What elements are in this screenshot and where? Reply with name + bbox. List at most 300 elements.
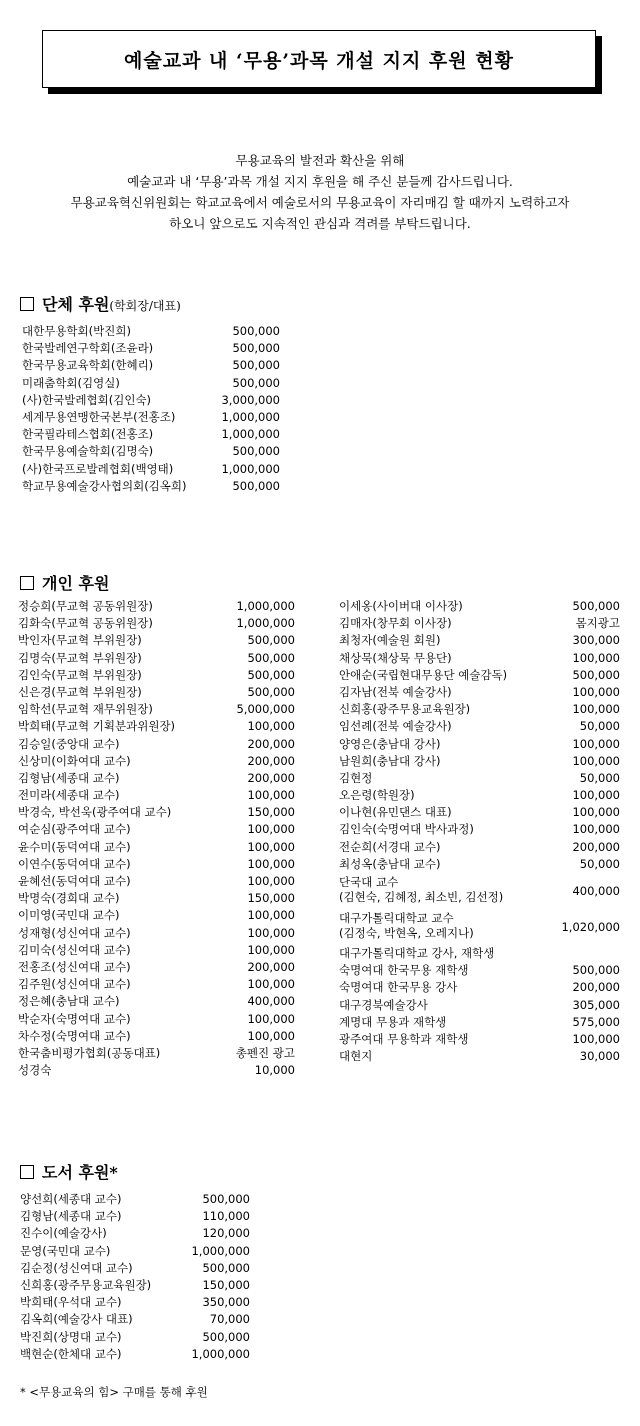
donor-name-line: 전미라(세종대 교수) <box>18 788 120 803</box>
donor-amount: 1,000,000 <box>236 599 295 613</box>
donor-name-line: 전순희(서경대 교수) <box>339 839 441 854</box>
donor-name-line: 박진희(상명대 교수) <box>20 1329 122 1344</box>
donor-name <box>18 907 120 924</box>
donor-name <box>18 1011 131 1028</box>
donor-amount: 10,000 <box>254 1063 295 1078</box>
donor-name-line: 신은경(무교혁 부위원장) <box>18 684 142 699</box>
donor-row <box>18 753 295 770</box>
donor-name-line: 세계무용연맹한국본부(전홍조) <box>22 409 176 424</box>
donor-name <box>339 911 474 941</box>
donor-row <box>18 615 295 632</box>
donor-name-line: 윤혜선(동덕여대 교수) <box>18 874 131 888</box>
intro-line: 예술교과 내 ‘무용’과목 개설 지지 후원을 해 주신 분들께 감사드립니다. <box>127 174 513 189</box>
donor-name-line: 양선희(세종대 교수) <box>20 1192 122 1206</box>
donor-name-line: 대현지 <box>339 1049 373 1064</box>
donor-row <box>18 701 295 718</box>
donor-name <box>18 839 131 856</box>
donor-amount: 500,000 <box>247 650 295 665</box>
donor-name <box>22 323 131 340</box>
donor-name <box>339 945 494 962</box>
donor-amount: 300,000 <box>572 633 620 648</box>
donor-name <box>339 1014 446 1031</box>
donor-row <box>22 478 280 495</box>
donor-row <box>18 598 295 615</box>
donor-row <box>22 323 280 340</box>
personal-donor-list-right <box>339 598 620 1065</box>
donor-name-line: 박순자(숙명여대 교수) <box>18 1011 131 1026</box>
donor-name-line: 전홍조(성신여대 교수) <box>18 959 131 974</box>
donor-name-line: 김화숙(무교혁 공동위원장) <box>18 616 153 631</box>
donor-row <box>339 650 620 667</box>
donor-name <box>18 736 120 753</box>
donor-name <box>339 875 503 905</box>
donor-name-line: 최청자(예술원 회원) <box>339 633 441 648</box>
donor-row <box>18 770 295 787</box>
donor-row <box>339 787 620 804</box>
donor-name-line: 한국무용예술학회(김명숙) <box>22 444 154 459</box>
donor-name <box>339 997 428 1014</box>
donor-row <box>339 856 620 873</box>
donor-name <box>20 1225 107 1242</box>
donor-amount: 1,000,000 <box>221 409 280 424</box>
donor-amount: 3,000,000 <box>221 392 280 407</box>
donor-name <box>20 1260 133 1277</box>
personal-heading-label: 개인 후원 <box>42 574 110 593</box>
donor-row <box>339 667 620 684</box>
donor-amount: 150,000 <box>247 891 295 906</box>
donor-amount: 500,000 <box>202 1192 250 1206</box>
donor-name-line: 신희홍(광주무용교육원장) <box>20 1277 152 1292</box>
donor-name-line: 이연수(동덕여대 교수) <box>18 856 131 871</box>
personal-donor-list-left <box>18 598 295 1079</box>
donor-row <box>20 1346 250 1363</box>
donor-amount: 100,000 <box>572 788 620 803</box>
donor-row <box>339 804 620 821</box>
donor-name <box>339 753 441 770</box>
donor-row <box>18 736 295 753</box>
donor-name-line: 진수이(예술강사) <box>20 1226 107 1241</box>
donor-name-line: 임학선(무교혁 재무위원장) <box>18 702 153 717</box>
donor-name-line: 차수정(숙명여대 교수) <box>18 1028 131 1043</box>
donor-name-line: 대구경북예술강사 <box>339 997 428 1012</box>
donor-name-line: 한국발레연구학회(조윤라) <box>22 341 154 356</box>
donor-row <box>339 821 620 838</box>
donor-row <box>339 909 620 945</box>
donor-amount: 500,000 <box>232 324 280 338</box>
donor-amount: 500,000 <box>572 667 620 682</box>
donor-amount: 120,000 <box>202 1226 250 1241</box>
donor-name-line: 김형남(세종대 교수) <box>20 1209 122 1224</box>
donor-name-line: 최성옥(충남대 교수) <box>339 856 441 871</box>
donor-row <box>339 615 620 632</box>
donor-name-line: 한국춤비평가협회(공동대표) <box>18 1045 161 1060</box>
donor-name <box>20 1208 122 1225</box>
donor-name <box>18 856 131 873</box>
donor-name <box>18 770 120 787</box>
donor-name <box>20 1346 122 1363</box>
donor-name-line: 단국대 교수 <box>339 875 399 889</box>
donor-amount: 500,000 <box>232 358 280 373</box>
donor-name <box>339 821 474 838</box>
donor-amount: 500,000 <box>247 684 295 699</box>
donor-name <box>18 615 153 632</box>
donor-name <box>339 598 463 615</box>
donor-name-line: 박명숙(경희대 교수) <box>18 891 120 906</box>
donor-amount: 50,000 <box>579 719 620 734</box>
donor-name-line: 백현순(한체대 교수) <box>20 1346 122 1361</box>
donor-name <box>339 701 470 718</box>
donor-name-line: 김승일(중앙대 교수) <box>18 736 120 751</box>
donor-row <box>18 942 295 959</box>
donor-row <box>18 839 295 856</box>
donor-name <box>339 684 452 701</box>
donor-row <box>18 787 295 804</box>
donor-name-line: 대한무용학회(박진희) <box>22 324 131 338</box>
donor-name <box>18 632 142 649</box>
footnote: * <무용교육의 힘> 구매를 통해 후원 <box>20 1385 208 1399</box>
donor-name-line: 한국필라테스협회(전홍조) <box>22 427 154 442</box>
donor-row <box>339 684 620 701</box>
donor-amount: 30,000 <box>579 1049 620 1064</box>
donor-name-line: 광주여대 무용학과 재학생 <box>339 1031 469 1046</box>
donor-name <box>339 962 469 979</box>
intro-text <box>0 150 640 234</box>
donor-row <box>20 1243 250 1260</box>
donor-name <box>339 979 457 996</box>
donor-name <box>22 357 153 374</box>
donor-row <box>18 873 295 890</box>
donor-name-line: 김미숙(성신여대 교수) <box>18 942 131 957</box>
donor-name <box>18 667 142 684</box>
donor-amount: 500,000 <box>232 375 280 390</box>
donor-name-line: 채상묵(채상묵 무용단) <box>339 650 452 665</box>
donor-name <box>18 804 171 821</box>
donor-name <box>18 1045 160 1062</box>
donor-name-line: 한국무용교육학회(한혜리) <box>22 358 154 373</box>
donor-name <box>20 1329 122 1346</box>
donor-name <box>18 753 131 770</box>
donor-name-line: 박인자(무교혁 부위원장) <box>18 633 142 648</box>
donor-amount: 110,000 <box>202 1209 250 1224</box>
donor-row <box>339 598 620 615</box>
donor-name <box>339 770 372 787</box>
donor-amount: 100,000 <box>572 753 620 768</box>
donor-name-line: 여순심(광주여대 교수) <box>18 822 131 837</box>
donor-name <box>339 804 452 821</box>
donor-name <box>339 856 441 873</box>
donor-amount: 500,000 <box>572 963 620 978</box>
donor-row <box>339 962 620 979</box>
donor-amount: 100,000 <box>247 788 295 803</box>
donor-row <box>22 392 280 409</box>
donor-amount: 1,000,000 <box>191 1243 250 1258</box>
donor-name <box>18 925 131 942</box>
donor-row <box>18 632 295 649</box>
donor-name <box>339 1031 469 1048</box>
donor-amount: 100,000 <box>572 702 620 717</box>
donor-row <box>20 1191 250 1208</box>
donor-amount: 500,000 <box>202 1329 250 1344</box>
donor-name-line: 윤수미(동덕여대 교수) <box>18 839 131 854</box>
donor-name-line: 학교무용예술강사협의회(김옥희) <box>22 478 187 493</box>
donor-amount: 100,000 <box>572 736 620 751</box>
donor-amount: 100,000 <box>247 874 295 888</box>
donor-row <box>339 839 620 856</box>
donor-amount: 100,000 <box>572 1031 620 1046</box>
donor-name-line: 남원희(충남대 강사) <box>339 753 441 768</box>
donor-amount: 100,000 <box>247 942 295 957</box>
donor-amount: 50,000 <box>579 856 620 871</box>
donor-name <box>22 478 187 495</box>
donor-amount: 1,000,000 <box>221 461 280 476</box>
donor-amount: 70,000 <box>209 1312 250 1327</box>
donor-name-line: 오은령(학원장) <box>339 788 415 803</box>
donor-name-line: 김순정(성신여대 교수) <box>20 1260 133 1275</box>
donor-row <box>339 945 620 962</box>
donor-name-line: 박희태(우석대 교수) <box>20 1295 122 1310</box>
donor-row <box>339 770 620 787</box>
donor-name <box>18 1062 51 1079</box>
donor-name <box>22 409 175 426</box>
donor-amount: 100,000 <box>572 805 620 820</box>
group-heading-label: 단체 후원 <box>42 295 110 314</box>
donor-name <box>18 650 142 667</box>
donor-name <box>18 873 131 890</box>
donor-name-line: 미래춤학회(김영실) <box>22 375 120 390</box>
donor-amount: 100,000 <box>247 719 295 734</box>
donor-amount: 50,000 <box>579 770 620 785</box>
donor-name-line: (김현숙, 김혜정, 최소빈, 김선정) <box>339 890 504 904</box>
donor-name-line: 이세옹(사이버대 이사장) <box>339 599 463 613</box>
donor-name-line: 김형남(세종대 교수) <box>18 770 120 785</box>
donor-row <box>18 667 295 684</box>
group-section-heading <box>20 292 181 315</box>
group-heading-sub: (학회장/대표) <box>109 299 181 313</box>
donor-row <box>18 976 295 993</box>
donor-name <box>18 821 131 838</box>
donor-amount: 400,000 <box>247 994 295 1009</box>
donor-row <box>18 821 295 838</box>
donor-row <box>18 907 295 924</box>
donor-amount: 100,000 <box>247 925 295 940</box>
donor-row <box>339 1048 620 1065</box>
books-section-heading <box>20 1160 118 1183</box>
donor-name-line: 대구가톨릭대학교 교수 <box>339 911 454 925</box>
donor-name-line: 김주원(성신여대 교수) <box>18 977 131 992</box>
donor-name <box>22 392 151 409</box>
intro-line: 무용교육혁신위원회는 학교교육에서 예술로서의 무용교육이 자리매김 할 때까지 노력하고자 <box>70 195 570 210</box>
donor-name <box>339 632 441 649</box>
donor-name-line: 김현정 <box>339 770 373 785</box>
donor-amount: 100,000 <box>247 1011 295 1026</box>
donor-row <box>339 718 620 735</box>
donor-name-line: 신상미(이화여대 교수) <box>18 753 131 768</box>
donor-name-line: 정은혜(충남대 교수) <box>18 994 120 1009</box>
donor-row <box>18 804 295 821</box>
donor-name <box>22 443 153 460</box>
donor-row <box>339 979 620 996</box>
donor-amount: 100,000 <box>247 822 295 837</box>
donor-row <box>20 1260 250 1277</box>
donor-row <box>339 1031 620 1048</box>
book-donor-list <box>20 1191 250 1363</box>
donor-name <box>339 615 452 632</box>
donor-amount: 100,000 <box>247 839 295 854</box>
donor-name-line: 안애순(국립현대무용단 예술감독) <box>339 667 508 682</box>
donor-name <box>22 426 153 443</box>
donor-name-line: 이나현(유민댄스 대표) <box>339 805 452 820</box>
donor-name <box>339 718 452 735</box>
donor-amount: 1,020,000 <box>561 920 620 934</box>
square-bullet-icon <box>20 1165 34 1179</box>
donor-amount: 150,000 <box>247 805 295 820</box>
donor-name-line: 성경숙 <box>18 1063 52 1078</box>
donor-amount: 총펜진 광고 <box>235 1045 295 1060</box>
donor-name <box>20 1277 151 1294</box>
donor-name-line: 성재형(성신여대 교수) <box>18 925 131 940</box>
donor-name <box>339 736 441 753</box>
donor-name-line: 임선례(전북 예술강사) <box>339 719 452 734</box>
donor-row <box>20 1329 250 1346</box>
donor-row <box>339 632 620 649</box>
group-donor-list <box>22 323 280 495</box>
donor-amount: 500,000 <box>247 633 295 648</box>
donor-row <box>22 461 280 478</box>
donor-name <box>339 650 452 667</box>
donor-amount: 150,000 <box>202 1277 250 1292</box>
donor-amount: 100,000 <box>572 684 620 699</box>
donor-amount: 500,000 <box>572 599 620 613</box>
donor-amount: 200,000 <box>572 980 620 995</box>
donor-name-line: 박경숙, 박선욱(광주여대 교수) <box>18 805 172 820</box>
donor-row <box>18 1028 295 1045</box>
donor-row <box>18 959 295 976</box>
donor-name <box>339 1048 372 1065</box>
donor-name-line: 김매자(창무회 이사장) <box>339 616 452 631</box>
donor-name-line: 박희태(무교혁 기획분과위원장) <box>18 719 176 734</box>
donor-row <box>22 340 280 357</box>
donor-row <box>339 873 620 909</box>
donor-row <box>20 1208 250 1225</box>
donor-row <box>339 1014 620 1031</box>
donor-row <box>18 925 295 942</box>
donor-amount: 100,000 <box>247 856 295 871</box>
donor-row <box>339 997 620 1014</box>
donor-name <box>18 976 131 993</box>
donor-name <box>18 993 120 1010</box>
donor-row <box>18 684 295 701</box>
donor-amount: 몸지광고 <box>575 616 620 631</box>
personal-section-heading <box>20 571 109 594</box>
donor-row <box>20 1311 250 1328</box>
donor-amount: 500,000 <box>202 1260 250 1275</box>
donor-row <box>22 375 280 392</box>
donor-name-line: (사)한국발레협회(김인숙) <box>22 392 152 407</box>
donor-row <box>20 1277 250 1294</box>
donor-name <box>20 1294 122 1311</box>
page-title: 예술교과 내 ‘무용’과목 개설 지지 후원 현황 <box>42 30 596 88</box>
donor-amount: 1,000,000 <box>221 427 280 442</box>
donor-row <box>18 1062 295 1079</box>
donor-amount: 100,000 <box>572 822 620 837</box>
donor-row <box>18 1011 295 1028</box>
donor-name <box>20 1311 133 1328</box>
donor-amount: 305,000 <box>572 997 620 1012</box>
donor-row <box>22 409 280 426</box>
donor-row <box>339 701 620 718</box>
donor-row <box>339 736 620 753</box>
donor-row <box>18 856 295 873</box>
donor-name-line: 숙명여대 한국무용 강사 <box>339 980 458 995</box>
donor-amount: 200,000 <box>572 839 620 854</box>
donor-name-line: 숙명여대 한국무용 재학생 <box>339 963 469 978</box>
donor-amount: 100,000 <box>572 650 620 665</box>
donor-row <box>22 357 280 374</box>
donor-name-line: (사)한국프로발레협회(백영태) <box>22 461 174 476</box>
donor-name <box>339 667 507 684</box>
donor-name <box>20 1243 110 1260</box>
square-bullet-icon <box>20 576 34 590</box>
donor-name-line: 정승희(무교혁 공동위원장) <box>18 599 153 613</box>
square-bullet-icon <box>20 297 34 311</box>
donor-row <box>20 1294 250 1311</box>
donor-name <box>18 890 120 907</box>
donor-name-line: 김옥희(예술강사 대표) <box>20 1312 133 1327</box>
donor-amount: 200,000 <box>247 736 295 751</box>
donor-name-line: 김인숙(숙명여대 박사과정) <box>339 822 474 837</box>
donor-amount: 1,000,000 <box>236 616 295 631</box>
donor-amount: 1,000,000 <box>191 1346 250 1361</box>
donor-row <box>18 890 295 907</box>
books-heading-label: 도서 후원* <box>42 1163 118 1182</box>
donor-name-line: 김인숙(무교혁 부위원장) <box>18 667 142 682</box>
donor-amount: 500,000 <box>232 444 280 459</box>
donor-amount: 200,000 <box>247 770 295 785</box>
donor-name <box>22 375 120 392</box>
donor-amount: 100,000 <box>247 908 295 923</box>
donor-row <box>22 426 280 443</box>
donor-name <box>18 598 153 615</box>
donor-name <box>18 1028 131 1045</box>
donor-row <box>18 1045 295 1062</box>
donor-row <box>18 718 295 735</box>
donor-name <box>18 942 131 959</box>
donor-row <box>18 650 295 667</box>
donor-row <box>339 753 620 770</box>
donor-amount: 350,000 <box>202 1295 250 1310</box>
donor-name-line: 이미영(국민대 교수) <box>18 908 120 923</box>
donor-name <box>18 787 120 804</box>
donor-name-line: 김명숙(무교혁 부위원장) <box>18 650 142 665</box>
donor-name <box>18 718 175 735</box>
donor-name-line: (김정숙, 박현옥, 오레지나) <box>339 926 474 940</box>
intro-line: 무용교육의 발전과 확산을 위해 <box>235 153 405 168</box>
donor-name <box>18 959 131 976</box>
donor-row <box>18 993 295 1010</box>
donor-amount: 5,000,000 <box>236 702 295 717</box>
donor-name <box>22 340 153 357</box>
donor-name-line: 김자남(전북 예술강사) <box>339 684 452 699</box>
donor-row <box>22 443 280 460</box>
intro-line: 하오니 앞으로도 지속적인 관심과 격려를 부탁드립니다. <box>169 216 471 231</box>
donor-amount: 400,000 <box>572 884 620 898</box>
donor-amount: 200,000 <box>247 959 295 974</box>
donor-name <box>18 684 142 701</box>
donor-amount: 575,000 <box>572 1014 620 1029</box>
donor-name-line: 양영은(충남대 강사) <box>339 736 441 751</box>
donor-amount: 100,000 <box>247 1028 295 1043</box>
donor-amount: 500,000 <box>232 478 280 493</box>
